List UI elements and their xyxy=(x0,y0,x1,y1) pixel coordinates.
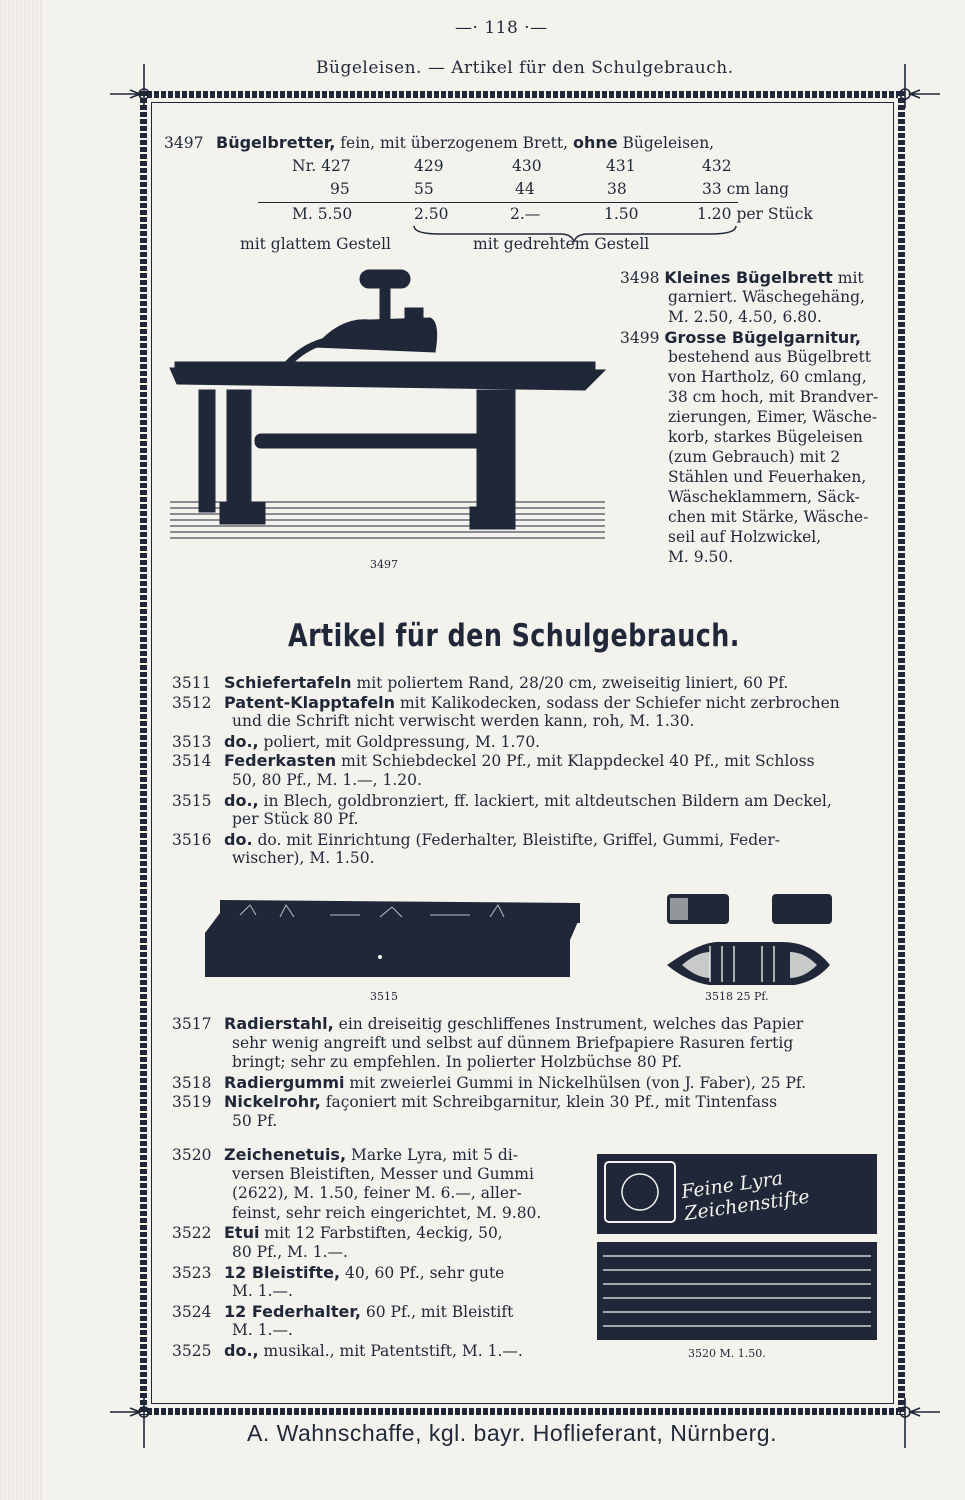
catalog-entry-line xyxy=(172,1223,503,1244)
entry-text: von Hartholz, 60 cmlang, xyxy=(668,368,867,386)
entry-text: in Blech, goldbronziert, ff. lackiert, mit altdeutschen Bildern am Deckel, xyxy=(263,791,832,810)
model-number: 429 xyxy=(414,157,444,175)
length-value: 44 xyxy=(515,180,535,198)
entry-number: 3513 xyxy=(172,732,212,751)
entry-text: feinst, sehr reich eingerichtet, M. 9.80. xyxy=(232,1203,542,1222)
frame-left-border xyxy=(140,91,147,1415)
catalog-entry-line xyxy=(232,1204,541,1224)
variant-label: mit gedrehtem Gestell xyxy=(473,235,650,253)
entry-number: 3522 xyxy=(172,1224,212,1243)
catalog-entry-line xyxy=(172,693,840,714)
entry-number: 3497 xyxy=(164,134,204,152)
catalog-entry-line xyxy=(172,1073,806,1094)
entry-text: 80 Pf., M. 1.—. xyxy=(232,1243,348,1261)
page-number: 118 xyxy=(484,18,519,38)
catalog-entry-line xyxy=(232,771,422,791)
entry-title: Grosse Bügelgarnitur, xyxy=(664,328,861,347)
model-number: 431 xyxy=(606,157,636,175)
entry-title: do., xyxy=(224,1341,259,1360)
length-value: 33 cm lang xyxy=(702,180,790,198)
entry-title: do. xyxy=(224,829,253,849)
entry-3499 xyxy=(620,328,861,349)
entry-title: Radiergummi xyxy=(224,1072,345,1092)
entry-number: 3518 xyxy=(172,1073,212,1092)
entry-number: 3516 xyxy=(172,830,212,849)
model-number: 432 xyxy=(702,157,732,175)
ironing-board-illustration xyxy=(165,262,610,567)
entry-text: Stählen und Feuerhaken, xyxy=(668,468,867,486)
entry-text: 60 Pf., mit Bleistift xyxy=(365,1302,514,1321)
entry-3498 xyxy=(620,268,864,289)
entry-text: fein, mit überzogenem Brett, xyxy=(340,134,569,152)
section-heading: Artikel für den Schulgebrauch. xyxy=(288,618,740,654)
entry-title: do., xyxy=(224,731,259,751)
entry-text: poliert, mit Goldpressung, M. 1.70. xyxy=(263,732,541,751)
entry-number: 3523 xyxy=(172,1263,212,1282)
model-number: 430 xyxy=(512,157,542,175)
entry-title: Radierstahl, xyxy=(224,1014,334,1033)
table-rule xyxy=(258,202,738,203)
catalog-entry-line xyxy=(232,1053,682,1073)
entry-number: 3514 xyxy=(172,752,212,771)
entry-text: (zum Gebrauch) mit 2 xyxy=(668,448,841,466)
entry-text: 50 Pf. xyxy=(232,1112,278,1130)
variant-label: mit glattem Gestell xyxy=(240,235,392,253)
page-edge xyxy=(0,0,42,1500)
catalog-entry-line xyxy=(232,810,358,830)
entry-text: sehr wenig angreift und selbst auf dünnem Briefpapiere Rasuren fertig xyxy=(232,1033,794,1052)
entry-title: Zeichenetuis, xyxy=(224,1145,347,1164)
catalog-entry-line xyxy=(232,1321,293,1341)
catalog-entry-line xyxy=(172,1014,803,1035)
catalog-entry-line xyxy=(232,849,375,869)
price-value: 1.20 per Stück xyxy=(697,205,813,223)
entry-text: bringt; sehr zu empfehlen. In polierter Holzbüchse 80 Pf. xyxy=(232,1053,683,1072)
catalog-entry-line xyxy=(232,1165,534,1185)
frame-right-border xyxy=(898,91,905,1415)
catalog-entry-line xyxy=(172,1302,513,1323)
length-value: 55 xyxy=(414,180,434,198)
entry-text: M. 9.50. xyxy=(668,548,734,566)
entry-text: seil auf Holzwickel, xyxy=(668,528,822,546)
entry-title: 12 Bleistifte, xyxy=(224,1262,341,1282)
entry-text: mit xyxy=(837,269,864,287)
entry-text: façoniert mit Schreibgarnitur, klein 30 Pf., mit Tintenfass xyxy=(325,1093,778,1112)
catalog-entry-line xyxy=(172,791,832,812)
figure-caption-3518: 3518 25 Pf. xyxy=(705,990,769,1003)
entry-text: Wäscheklammern, Säck- xyxy=(668,488,860,506)
catalog-entry-line xyxy=(172,830,780,851)
entry-title: Nickelrohr, xyxy=(224,1092,321,1112)
catalog-entry-line xyxy=(172,1341,523,1362)
catalog-entry-line xyxy=(172,1092,777,1113)
entry-number: 3499 xyxy=(620,329,660,347)
entry-number: 3515 xyxy=(172,791,212,810)
price-value: M. 5.50 xyxy=(292,205,353,223)
figure-caption-3497: 3497 xyxy=(370,558,398,571)
catalog-entry-line xyxy=(172,732,540,753)
entry-number: 3512 xyxy=(172,693,212,712)
entry-text: korb, starkes Bügeleisen xyxy=(668,428,863,446)
entry-title: do., xyxy=(224,790,259,810)
eraser-illustration xyxy=(662,890,837,985)
entry-text: M. 1.—. xyxy=(232,1282,293,1301)
entry-text: 50, 80 Pf., M. 1.—, 1.20. xyxy=(232,771,422,789)
entry-title: Patent-Klapptafeln xyxy=(224,692,395,712)
entry-text: ein dreiseitig geschliffenes Instrument, welches das Papier xyxy=(338,1015,804,1033)
lyra-box-label: Feine Lyra Zeichenstifte xyxy=(679,1167,812,1226)
entry-number: 3520 xyxy=(172,1146,212,1164)
entry-emphasis: ohne xyxy=(572,133,618,152)
entry-text: und die Schrift nicht verwischt werden kann, roh, M. 1.30. xyxy=(232,712,695,731)
price-value: 2.50 xyxy=(414,205,449,223)
entry-number: 3511 xyxy=(172,674,212,692)
catalog-entry-line xyxy=(172,1263,504,1284)
entry-text: Marke Lyra, mit 5 di- xyxy=(350,1146,518,1164)
entry-text: M. 1.—. xyxy=(232,1321,293,1340)
entry-title: Kleines Bügelbrett xyxy=(664,268,833,287)
entry-title: Schiefertafeln xyxy=(224,673,352,692)
entry-text: musikal., mit Patentstift, M. 1.—. xyxy=(263,1342,523,1360)
catalog-entry-line xyxy=(232,1243,348,1263)
length-value: 95 xyxy=(330,180,350,198)
entry-text: M. 2.50, 4.50, 6.80. xyxy=(668,308,822,326)
entry-text: per Stück 80 Pf. xyxy=(232,810,359,829)
entry-text: mit zweierlei Gummi in Nickelhülsen (von J. Faber), 25 Pf. xyxy=(349,1073,807,1092)
pen-box-illustration xyxy=(200,895,585,985)
entry-text: mit poliertem Rand, 28/20 cm, zweiseitig liniert, 60 Pf. xyxy=(356,674,789,692)
figure-caption-3520: 3520 M. 1.50. xyxy=(688,1347,766,1360)
entry-text: (2622), M. 1.50, feiner M. 6.—, aller- xyxy=(232,1184,522,1203)
catalog-entry-line xyxy=(232,1184,522,1204)
entry-text: 38 cm hoch, mit Brandver- xyxy=(668,388,879,406)
running-head: Bügeleisen. — Artikel für den Schulgebrauch. xyxy=(316,58,734,78)
model-number-first: Nr. 427 xyxy=(292,157,351,175)
entry-number: 3524 xyxy=(172,1302,212,1321)
catalog-entry-line xyxy=(172,1145,518,1166)
entry-number: 3525 xyxy=(172,1342,212,1360)
entry-3497-heading xyxy=(164,133,714,154)
entry-text: mit Schiebdeckel 20 Pf., mit Klappdeckel 40 Pf., mit Schloss xyxy=(341,752,815,771)
catalog-entry-line xyxy=(232,712,694,732)
price-value: 2.— xyxy=(510,205,541,223)
catalog-entry-line xyxy=(172,673,788,694)
entry-text: Bügeleisen, xyxy=(622,134,715,152)
entry-text: zierungen, Eimer, Wäsche- xyxy=(668,408,878,426)
catalog-entry-line xyxy=(232,1282,293,1302)
price-value: 1.50 xyxy=(604,205,639,223)
catalog-entry-line xyxy=(172,751,815,772)
entry-text: garniert. Wäschegehäng, xyxy=(668,288,865,306)
entry-text: versen Bleistiften, Messer und Gummi xyxy=(232,1164,534,1183)
entry-text: bestehend aus Bügelbrett xyxy=(668,348,871,366)
entry-text: wischer), M. 1.50. xyxy=(232,849,375,868)
entry-title: Bügelbretter, xyxy=(216,133,336,152)
entry-number: 3517 xyxy=(172,1015,212,1033)
page-number-row: —· 118 ·— xyxy=(455,18,548,38)
catalog-entry-line xyxy=(232,1112,277,1132)
figure-caption-3515: 3515 xyxy=(370,990,398,1003)
entry-text: chen mit Stärke, Wäsche- xyxy=(668,508,869,526)
entry-title: Etui xyxy=(224,1223,260,1243)
entry-title: Federkasten xyxy=(224,751,337,771)
footer-imprint: A. Wahnschaffe, kgl. bayr. Hoflieferant, Nürnberg. xyxy=(247,1420,777,1446)
entry-number: 3519 xyxy=(172,1093,212,1112)
entry-text: do. mit Einrichtung (Federhalter, Bleistifte, Griffel, Gummi, Feder- xyxy=(257,830,780,849)
length-value: 38 xyxy=(607,180,627,198)
entry-title: 12 Federhalter, xyxy=(224,1301,361,1321)
catalog-entry-line xyxy=(232,1034,793,1054)
entry-number: 3498 xyxy=(620,269,660,287)
entry-text: 40, 60 Pf., sehr gute xyxy=(344,1263,505,1282)
entry-text: mit 12 Farbstiften, 4eckig, 50, xyxy=(264,1224,503,1243)
entry-text: mit Kalikodecken, sodass der Schiefer nicht zerbrochen xyxy=(399,693,840,712)
